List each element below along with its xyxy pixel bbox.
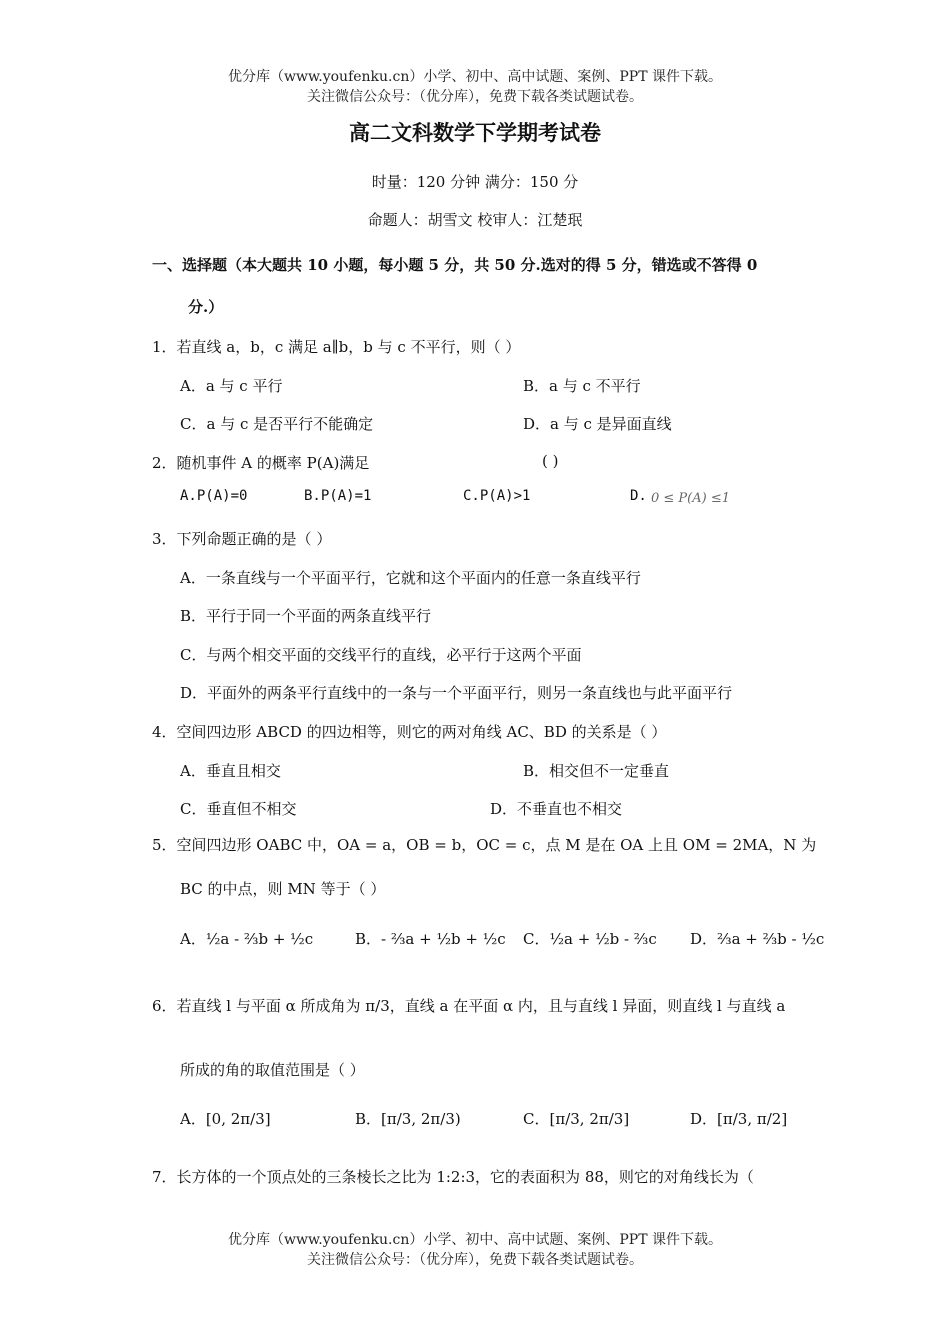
q4-stem: 4．空间四边形 ABCD 的四边相等，则它的两对角线 AC、BD 的关系是（ ）: [152, 723, 667, 741]
q1-option-a: A．a 与 c 平行: [180, 377, 283, 395]
q3-option-b: B．平行于同一个平面的两条直线平行: [180, 607, 432, 625]
q5-option-d: D．⅔a + ⅔b - ½c: [690, 930, 825, 948]
q6-option-b: B．[π/3, 2π/3): [355, 1110, 461, 1128]
q2-option-d-label: D.: [630, 488, 647, 504]
q6-option-d: D．[π/3, π/2]: [690, 1110, 788, 1128]
q2-paren: ( ): [542, 452, 559, 470]
q2-stem: 2．随机事件 A 的概率 P(A)满足: [152, 454, 370, 472]
q3-option-d: D．平面外的两条平行直线中的一条与一个平面平行，则另一条直线也与此平面平行: [180, 684, 733, 702]
time-score: 时量：120 分钟 满分：150 分: [371, 173, 579, 191]
footer-line-2: 关注微信公众号：（优分库），免费下载各类试题试卷。: [307, 1252, 643, 1268]
q1-option-c: C．a 与 c 是否平行不能确定: [180, 415, 374, 433]
q1-option-d: D．a 与 c 是异面直线: [523, 415, 672, 433]
q5-option-a: A．½a - ⅔b + ½c: [180, 930, 314, 948]
q1-stem: 1．若直线 a，b，c 满足 a∥b，b 与 c 不平行，则（ ）: [152, 338, 521, 356]
section-heading: 一、选择题（本大题共 10 小题，每小题 5 分，共 50 分.选对的得 5 分，错选或不答得 0: [152, 256, 758, 274]
authors: 命题人：胡雪文 校审人：江楚珉: [367, 211, 583, 229]
q3-option-c: C．与两个相交平面的交线平行的直线，必平行于这两个平面: [180, 646, 582, 664]
page-title: 高二文科数学下学期考试卷: [349, 121, 601, 145]
q3-option-a: A．一条直线与一个平面平行，它就和这个平面内的任意一条直线平行: [180, 569, 641, 587]
q5-stem-line-2: BC 的中点，则 MN 等于（ ）: [180, 880, 386, 898]
header-line-2: 关注微信公众号：（优分库），免费下载各类试题试卷。: [307, 89, 643, 105]
q2-option-d-math: 0 ≤ P(A) ≤1: [651, 491, 731, 506]
q5-option-c: C．½a + ½b - ⅔c: [523, 930, 657, 948]
q3-stem: 3．下列命题正确的是（ ）: [152, 530, 332, 548]
q4-option-d: D．不垂直也不相交: [490, 800, 623, 818]
q4-option-b: B．相交但不一定垂直: [523, 762, 670, 780]
q6-stem-line-2: 所成的角的取值范围是（ ）: [180, 1061, 365, 1079]
q2-option-c: C.P(A)>1: [463, 488, 531, 504]
q1-option-b: B．a 与 c 不平行: [523, 377, 641, 395]
header-line-1: 优分库（www.youfenku.cn）小学、初中、高中试题、案例、PPT 课件下载。: [227, 69, 722, 85]
q5-option-b: B．- ⅔a + ½b + ½c: [355, 930, 506, 948]
q6-stem-line-1: 6．若直线 l 与平面 α 所成角为 π/3，直线 a 在平面 α 内，且与直线 l 异面，则直线 l 与直线 a: [152, 997, 786, 1015]
footer-line-1: 优分库（www.youfenku.cn）小学、初中、高中试题、案例、PPT 课件下载。: [227, 1232, 722, 1248]
q6-option-c: C．[π/3, 2π/3]: [523, 1110, 630, 1128]
q2-option-a: A.P(A)=0: [180, 488, 248, 504]
q7-stem: 7．长方体的一个顶点处的三条棱长之比为 1:2:3，它的表面积为 88，则它的对角线长为（: [152, 1168, 754, 1186]
q4-option-c: C．垂直但不相交: [180, 800, 297, 818]
q5-stem-line-1: 5．空间四边形 OABC 中，OA = a，OB = b，OC = c，点 M 是在 OA 上且 OM = 2MA，N 为: [152, 836, 817, 854]
q2-option-b: B.P(A)=1: [304, 488, 372, 504]
section-heading-cont: 分.）: [188, 298, 224, 316]
q6-option-a: A．[0, 2π/3]: [180, 1110, 271, 1128]
q4-option-a: A．垂直且相交: [180, 762, 281, 780]
